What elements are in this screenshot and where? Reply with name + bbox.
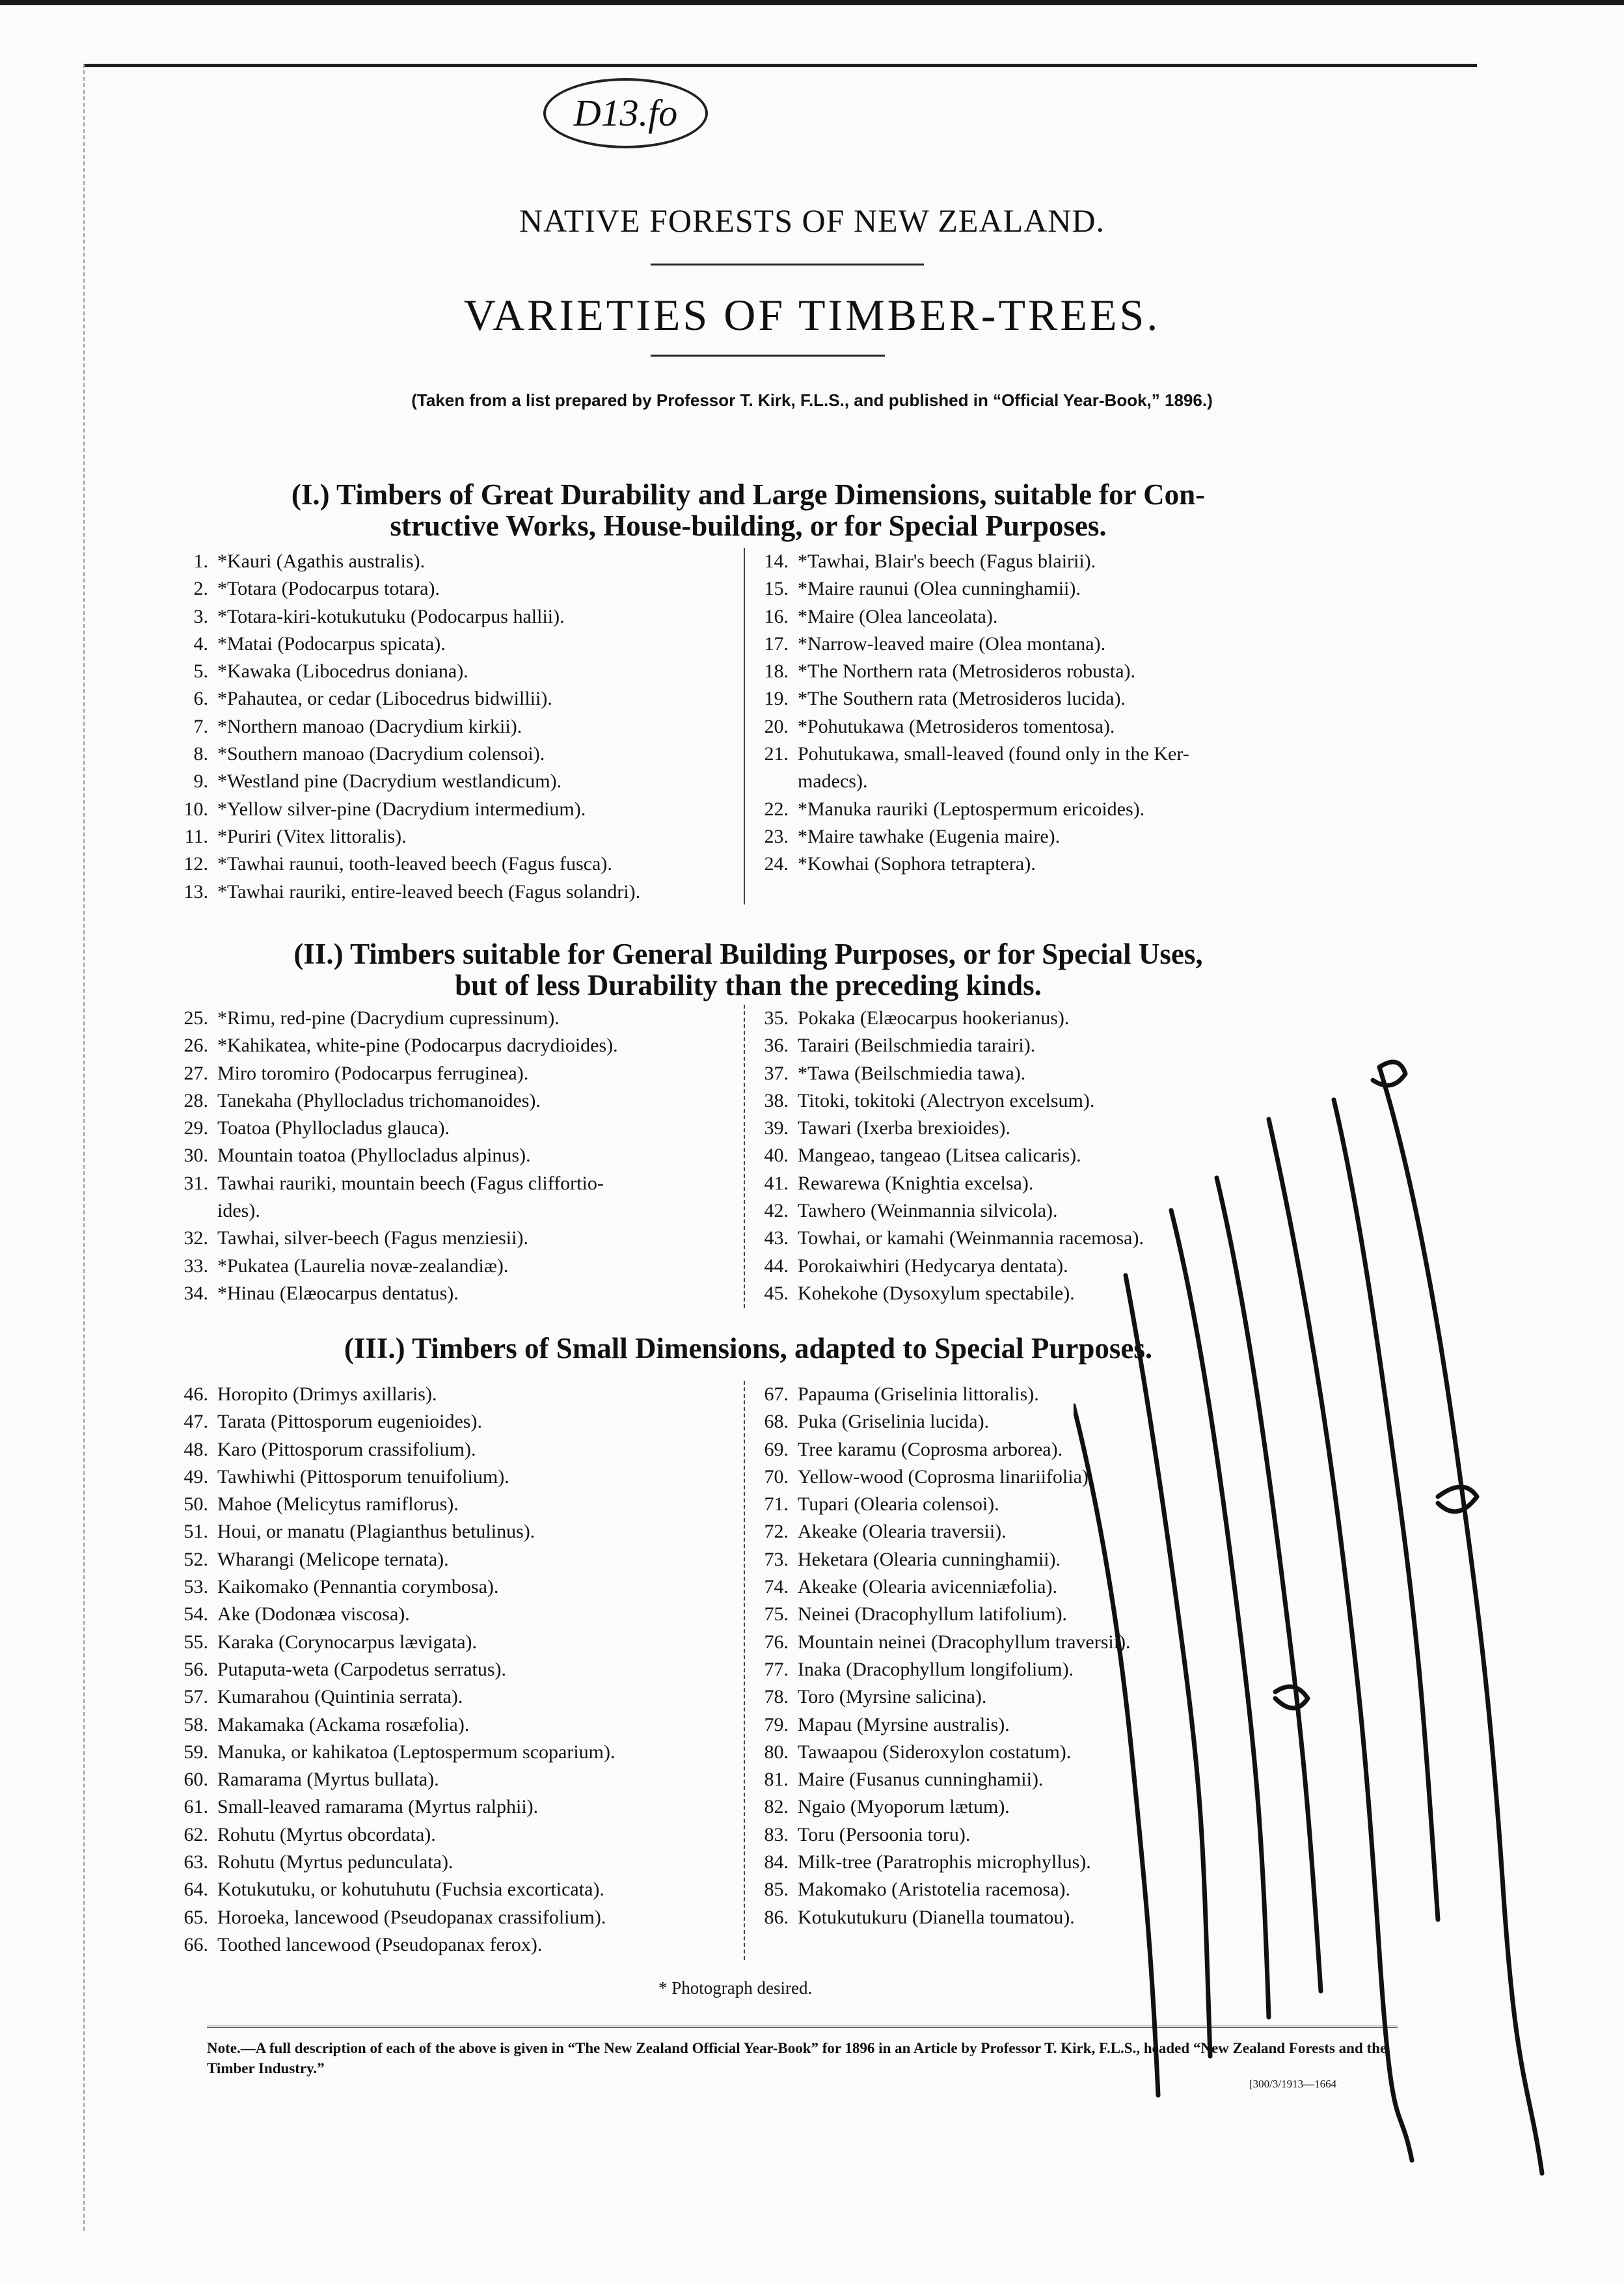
list-item: 22. *Manuka rauriki (Leptospermum ericoides). xyxy=(764,798,1145,820)
scan-edge xyxy=(0,0,1624,5)
list-item: 17. *Narrow-leaved maire (Olea montana). xyxy=(764,632,1106,655)
list-item: 84. Milk-tree (Paratrophis microphyllus). xyxy=(764,1851,1091,1873)
list-item: 78. Toro (Myrsine salicina). xyxy=(764,1686,987,1708)
column-divider xyxy=(744,1381,745,1960)
list-item: 86. Kotukutukuru (Dianella toumatou). xyxy=(764,1906,1075,1928)
list-item: 29. Toatoa (Phyllocladus glauca). xyxy=(183,1117,450,1139)
list-item: 79. Mapau (Myrsine australis). xyxy=(764,1713,1010,1735)
handwritten-annotation xyxy=(1074,1041,1568,2186)
list-item: ides). xyxy=(217,1200,260,1222)
section-1-heading: (I.) Timbers of Great Durability and Large Dimensions, suitable for Con- structive Works, House-building, or for Special Purposes. xyxy=(291,478,1206,542)
list-item: 16. *Maire (Olea lanceolata). xyxy=(764,605,998,627)
list-item: 67. Papauma (Griselinia littoralis). xyxy=(764,1383,1039,1405)
list-item: 9. *Westland pine (Dacrydium westlandicum). xyxy=(193,770,562,793)
list-item: 56. Putaputa-weta (Carpodetus serratus). xyxy=(183,1658,507,1680)
section-2-left-list xyxy=(168,1005,618,1307)
list-item: 5. *Kawaka (Libocedrus doniana). xyxy=(193,660,468,683)
handwriting-stroke xyxy=(1126,1275,1210,2056)
section-3-heading: (III.) Timbers of Small Dimensions, adapted to Special Purposes. xyxy=(344,1332,1153,1365)
main-title: VARIETIES OF TIMBER-TREES. xyxy=(463,290,1161,340)
list-item: 40. Mangeao, tangeao (Litsea calicaris). xyxy=(764,1145,1081,1167)
list-item: 31. Tawhai rauriki, mountain beech (Fagus cliffortio- xyxy=(183,1172,604,1194)
list-item: 54. Ake (Dodonæa viscosa). xyxy=(183,1603,410,1625)
list-item: 60. Ramarama (Myrtus bullata). xyxy=(183,1769,439,1791)
list-item: 45. Kohekohe (Dysoxylum spectabile). xyxy=(764,1282,1075,1304)
list-item: 4. *Matai (Podocarpus spicata). xyxy=(193,632,446,655)
list-item: 52. Wharangi (Melicope ternata). xyxy=(183,1548,449,1570)
section-3-right-list xyxy=(748,1381,1131,1931)
list-item: 41. Rewarewa (Knightia excelsa). xyxy=(764,1172,1034,1194)
list-item: 72. Akeake (Olearia traversii). xyxy=(764,1521,1007,1543)
list-item: 7. *Northern manoao (Dacrydium kirkii). xyxy=(193,715,522,737)
list-item: 68. Puka (Griselinia lucida). xyxy=(764,1411,990,1433)
list-item: 12. *Tawhai raunui, tooth-leaved beech (Fagus fusca). xyxy=(183,853,612,875)
list-item: 76. Mountain neinei (Dracophyllum traversii). xyxy=(764,1631,1131,1653)
list-item: 81. Maire (Fusanus cunninghamii). xyxy=(764,1769,1044,1791)
list-item: 2. *Totara (Podocarpus totara). xyxy=(193,578,440,600)
list-item: 62. Rohutu (Myrtus obcordata). xyxy=(183,1823,436,1845)
list-item: 77. Inaka (Dracophyllum longifolium). xyxy=(764,1658,1074,1680)
title-divider xyxy=(651,264,924,265)
list-item: 66. Toothed lancewood (Pseudopanax ferox). xyxy=(183,1933,543,1955)
list-item: 35. Pokaka (Elæocarpus hookerianus). xyxy=(764,1007,1070,1029)
handwriting-stroke xyxy=(1275,1687,1308,1708)
list-item: 61. Small-leaved ramarama (Myrtus ralphii). xyxy=(183,1796,539,1818)
list-item: 19. *The Southern rata (Metrosideros lucida). xyxy=(764,688,1126,710)
column-divider xyxy=(744,1005,745,1308)
list-item: 26. *Kahikatea, white-pine (Podocarpus dacrydioides). xyxy=(183,1035,618,1057)
list-item: 13. *Tawhai rauriki, entire-leaved beech (Fagus solandri). xyxy=(183,880,641,903)
list-item: 53. Kaikomako (Pennantia corymbosa). xyxy=(183,1576,499,1598)
list-item: 3. *Totara-kiri-kotukutuku (Podocarpus hallii). xyxy=(193,605,565,627)
list-item: 33. *Pukatea (Laurelia novæ-zealandiæ). xyxy=(183,1255,509,1277)
list-item: 74. Akeake (Olearia avicenniæfolia). xyxy=(764,1576,1057,1598)
print-code: [300/3/1913—1664 xyxy=(1249,2078,1337,2090)
section-2-right-list xyxy=(748,1005,1144,1307)
file-stamp: D13.fo xyxy=(543,78,708,148)
list-item: 25. *Rimu, red-pine (Dacrydium cupressinum). xyxy=(183,1007,560,1029)
section-1-left-list xyxy=(168,548,640,906)
list-item: 21. Pohutukawa, small-leaved (found only in the Ker- xyxy=(764,743,1189,765)
list-item: 50. Mahoe (Melicytus ramiflorus). xyxy=(183,1493,459,1516)
section-3-left-list xyxy=(168,1381,615,1959)
section-2-heading: (II.) Timbers suitable for General Building Purposes, or for Special Uses, but of less Durability than the preceding kinds. xyxy=(293,938,1203,1001)
list-item: 27. Miro toromiro (Podocarpus ferruginea). xyxy=(183,1062,529,1084)
list-item: 47. Tarata (Pittosporum eugenioides). xyxy=(183,1411,482,1433)
list-item: 42. Tawhero (Weinmannia silvicola). xyxy=(764,1200,1058,1222)
list-item: 55. Karaka (Corynocarpus lævigata). xyxy=(183,1631,478,1653)
list-item: 80. Tawaapou (Sideroxylon costatum). xyxy=(764,1741,1072,1763)
list-item: 18. *The Northern rata (Metrosideros robusta). xyxy=(764,660,1135,683)
list-item: 10. *Yellow silver-pine (Dacrydium intermedium). xyxy=(183,798,586,820)
list-item: 28. Tanekaha (Phyllocladus trichomanoides). xyxy=(183,1089,541,1111)
list-item: 36. Tarairi (Beilschmiedia tarairi). xyxy=(764,1035,1036,1057)
footnote: Note.—A full description of each of the above is given in “The New Zealand Official Year-Book” for 1896 in an Article by Professor T. Kirk, F.L.S., headed “New Zealand Forests and the Timber Industry.” xyxy=(207,2040,1387,2076)
header-title: NATIVE FORESTS OF NEW ZEALAND. xyxy=(519,202,1105,239)
handwriting-stroke xyxy=(1438,1487,1477,1512)
list-item: 71. Tupari (Olearia colensoi). xyxy=(764,1493,999,1516)
handwriting-stroke xyxy=(1171,1210,1269,2017)
list-item: 8. *Southern manoao (Dacrydium colensoi). xyxy=(193,743,545,765)
list-item: 39. Tawari (Ixerba brexioides). xyxy=(764,1117,1010,1139)
list-item: 64. Kotukutuku, or kohutuhutu (Fuchsia excorticata). xyxy=(183,1879,604,1901)
page-border-top xyxy=(85,64,1477,67)
list-item: 6. *Pahautea, or cedar (Libocedrus bidwillii). xyxy=(193,688,552,710)
list-item: 63. Rohutu (Myrtus pedunculata). xyxy=(183,1851,453,1873)
list-item: 23. *Maire tawhake (Eugenia maire). xyxy=(764,825,1061,847)
list-item: 49. Tawhiwhi (Pittosporum tenuifolium). xyxy=(183,1465,509,1488)
list-item: 15. *Maire raunui (Olea cunninghamii). xyxy=(764,578,1081,600)
list-item: 30. Mountain toatoa (Phyllocladus alpinus). xyxy=(183,1145,531,1167)
list-item: 24. *Kowhai (Sophora tetraptera). xyxy=(764,853,1036,875)
footnote-rule xyxy=(207,2026,1398,2028)
list-item: 48. Karo (Pittosporum crassifolium). xyxy=(183,1438,476,1460)
page-border-left xyxy=(83,64,85,2231)
subtitle: (Taken from a list prepared by Professor T. Kirk, F.L.S., and published in “Official Year-Book,” 1896.) xyxy=(411,390,1213,410)
list-item: 20. *Pohutukawa (Metrosideros tomentosa). xyxy=(764,715,1115,737)
list-item: 82. Ngaio (Myoporum lætum). xyxy=(764,1796,1010,1818)
list-item: 32. Tawhai, silver-beech (Fagus menziesii). xyxy=(183,1227,528,1249)
list-item: 59. Manuka, or kahikatoa (Leptospermum scoparium). xyxy=(183,1741,616,1763)
list-item: 70. Yellow-wood (Coprosma linariifolia). xyxy=(764,1465,1094,1488)
asterisk-note: * Photograph desired. xyxy=(658,1978,813,1998)
list-item: 75. Neinei (Dracophyllum latifolium). xyxy=(764,1603,1068,1625)
list-item: 83. Toru (Persoonia toru). xyxy=(764,1823,971,1845)
list-item: 46. Horopito (Drimys axillaris). xyxy=(183,1383,437,1405)
list-item: 11. *Puriri (Vitex littoralis). xyxy=(184,825,407,847)
section-1-right-list xyxy=(748,548,1189,878)
list-item: 37. *Tawa (Beilschmiedia tawa). xyxy=(764,1062,1026,1084)
list-item: 14. *Tawhai, Blair's beech (Fagus blairii). xyxy=(764,551,1096,572)
column-divider xyxy=(744,548,745,904)
list-item: 38. Titoki, tokitoki (Alectryon excelsum). xyxy=(764,1089,1095,1111)
list-item: 1. *Kauri (Agathis australis). xyxy=(193,551,426,572)
handwriting-stroke xyxy=(1269,1119,1412,2160)
list-item: madecs). xyxy=(798,770,868,793)
list-item: 69. Tree karamu (Coprosma arborea). xyxy=(764,1438,1063,1460)
list-item: 58. Makamaka (Ackama rosæfolia). xyxy=(183,1713,470,1735)
list-item: 44. Porokaiwhiri (Hedycarya dentata). xyxy=(764,1255,1068,1277)
list-item: 57. Kumarahou (Quintinia serrata). xyxy=(183,1686,463,1708)
list-item: 34. *Hinau (Elæocarpus dentatus). xyxy=(183,1282,459,1304)
handwriting-stroke xyxy=(1334,1100,1438,1920)
list-item: 65. Horoeka, lancewood (Pseudopanax crassifolium). xyxy=(183,1906,606,1928)
list-item: 73. Heketara (Olearia cunninghamii). xyxy=(764,1548,1061,1570)
handwriting-stroke xyxy=(1373,1062,1405,1085)
title-divider-2 xyxy=(651,355,885,357)
list-item: 43. Towhai, or kamahi (Weinmannia racemosa). xyxy=(764,1227,1144,1249)
handwriting-stroke xyxy=(1379,1067,1542,2173)
list-item: 51. Houi, or manatu (Plagianthus betulinus). xyxy=(183,1521,535,1543)
handwriting-stroke xyxy=(1217,1178,1321,1991)
list-item: 85. Makomako (Aristotelia racemosa). xyxy=(764,1879,1071,1901)
